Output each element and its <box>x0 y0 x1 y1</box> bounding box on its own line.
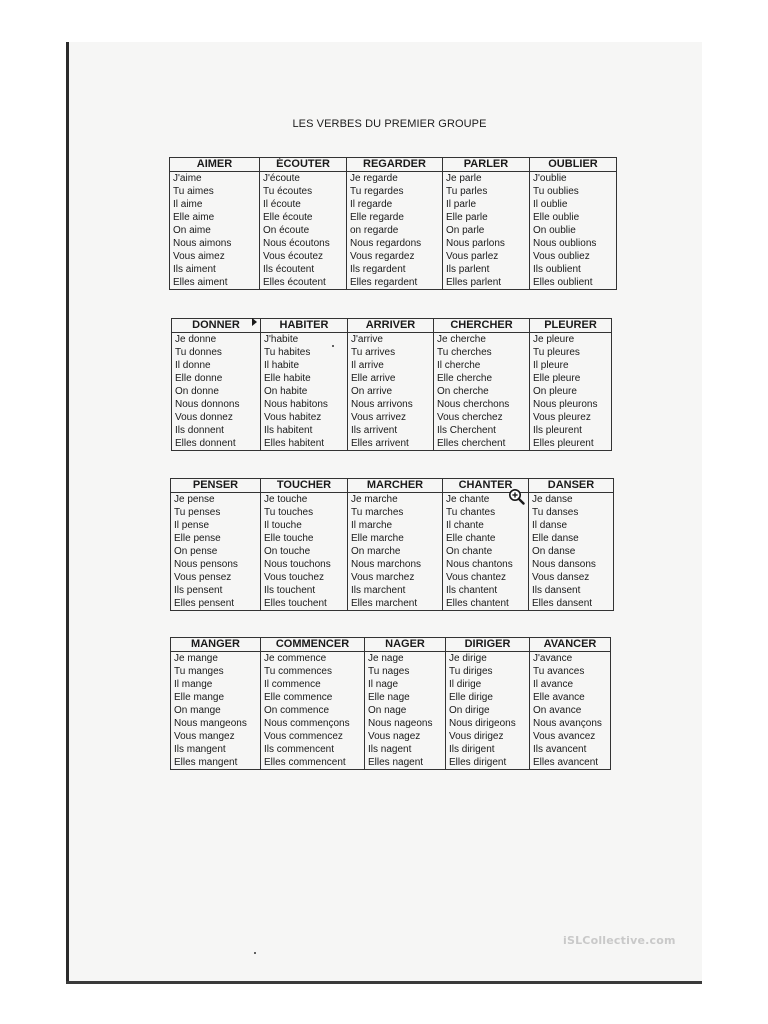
conjugation-row <box>172 437 612 451</box>
conjugation-cell: Elle dirige <box>446 691 530 704</box>
conjugation-cell: Elle regarde <box>347 211 443 224</box>
conjugation-cell: Elles oublient <box>530 276 617 290</box>
conjugation-cell: On donne <box>172 385 261 398</box>
verb-table-header <box>171 479 614 493</box>
conjugation-cell: On avance <box>530 704 611 717</box>
conjugation-cell: Ils pleurent <box>530 424 612 437</box>
conjugation-row <box>171 571 614 584</box>
conjugation-body <box>172 333 612 451</box>
conjugation-cell: Ils parlent <box>443 263 530 276</box>
conjugation-row <box>171 545 614 558</box>
conjugation-row <box>170 250 617 263</box>
conjugation-cell: On pleure <box>530 385 612 398</box>
verb-header: DIRIGER <box>446 638 530 652</box>
conjugation-cell: Je marche <box>348 493 443 507</box>
verb-table-header <box>171 638 611 652</box>
verb-header: DONNER <box>172 319 261 333</box>
conjugation-cell: Il écoute <box>260 198 347 211</box>
conjugation-cell: Il danse <box>529 519 614 532</box>
verb-header: TOUCHER <box>261 479 348 493</box>
conjugation-row <box>171 584 614 597</box>
conjugation-cell: On touche <box>261 545 348 558</box>
conjugation-cell: Tu pleures <box>530 346 612 359</box>
conjugation-cell: Il marche <box>348 519 443 532</box>
conjugation-row <box>171 704 611 717</box>
conjugation-cell: Vous cherchez <box>434 411 530 424</box>
conjugation-cell: Vous marchez <box>348 571 443 584</box>
conjugation-cell: Tu diriges <box>446 665 530 678</box>
conjugation-row <box>170 172 617 186</box>
conjugation-row <box>172 359 612 372</box>
verb-header: MANGER <box>171 638 261 652</box>
conjugation-cell: Elle nage <box>365 691 446 704</box>
conjugation-cell: Il parle <box>443 198 530 211</box>
conjugation-cell: Nous pleurons <box>530 398 612 411</box>
verb-header: PARLER <box>443 158 530 172</box>
conjugation-cell: Elle mange <box>171 691 261 704</box>
conjugation-row <box>171 691 611 704</box>
conjugation-cell: Vous dirigez <box>446 730 530 743</box>
conjugation-body <box>171 493 614 611</box>
conjugation-cell: Elle avance <box>530 691 611 704</box>
conjugation-cell: Elles chantent <box>443 597 529 611</box>
conjugation-cell: Nous marchons <box>348 558 443 571</box>
conjugation-body <box>170 172 617 290</box>
conjugation-cell: Ils habitent <box>261 424 348 437</box>
conjugation-cell: Elles cherchent <box>434 437 530 451</box>
conjugation-row <box>172 346 612 359</box>
conjugation-cell: Nous parlons <box>443 237 530 250</box>
verb-table-3 <box>170 478 614 611</box>
verb-header: DANSER <box>529 479 614 493</box>
conjugation-cell: On danse <box>529 545 614 558</box>
conjugation-cell: Vous touchez <box>261 571 348 584</box>
conjugation-cell: Elles arrivent <box>348 437 434 451</box>
conjugation-cell: Elles parlent <box>443 276 530 290</box>
conjugation-cell: Nous mangeons <box>171 717 261 730</box>
conjugation-cell: Nous regardons <box>347 237 443 250</box>
conjugation-cell: On dirige <box>446 704 530 717</box>
conjugation-cell: J'aime <box>170 172 260 186</box>
conjugation-cell: Je donne <box>172 333 261 347</box>
conjugation-row <box>171 493 614 507</box>
conjugation-cell: Vous mangez <box>171 730 261 743</box>
conjugation-cell: Je pense <box>171 493 261 507</box>
conjugation-cell: Il pense <box>171 519 261 532</box>
conjugation-cell: Elle oublie <box>530 211 617 224</box>
conjugation-cell: Je parle <box>443 172 530 186</box>
conjugation-cell: Il cherche <box>434 359 530 372</box>
conjugation-cell: Je nage <box>365 652 446 666</box>
conjugation-row <box>171 756 611 770</box>
conjugation-cell: Ils mangent <box>171 743 261 756</box>
conjugation-cell: Il chante <box>443 519 529 532</box>
verb-header: ARRIVER <box>348 319 434 333</box>
conjugation-cell: Elle chante <box>443 532 529 545</box>
conjugation-cell: Je cherche <box>434 333 530 347</box>
conjugation-cell: Nous donnons <box>172 398 261 411</box>
conjugation-row <box>171 532 614 545</box>
conjugation-row <box>170 237 617 250</box>
conjugation-cell: Nous touchons <box>261 558 348 571</box>
conjugation-cell: Il habite <box>261 359 348 372</box>
conjugation-cell: Elle pleure <box>530 372 612 385</box>
conjugation-cell: Nous avançons <box>530 717 611 730</box>
verb-table-4 <box>170 637 611 770</box>
conjugation-cell: J'habite <box>261 333 348 347</box>
mouse-pointer-icon <box>252 318 258 326</box>
conjugation-cell: Tu marches <box>348 506 443 519</box>
conjugation-cell: Elles dirigent <box>446 756 530 770</box>
verb-header: OUBLIER <box>530 158 617 172</box>
conjugation-cell: Ils oublient <box>530 263 617 276</box>
conjugation-cell: Tu commences <box>261 665 365 678</box>
conjugation-cell: Tu habites <box>261 346 348 359</box>
conjugation-cell: Ils chantent <box>443 584 529 597</box>
conjugation-cell: Tu avances <box>530 665 611 678</box>
conjugation-cell: On écoute <box>260 224 347 237</box>
verb-header: ÉCOUTER <box>260 158 347 172</box>
conjugation-cell: Nous commençons <box>261 717 365 730</box>
verb-table-header <box>172 319 612 333</box>
conjugation-cell: Je touche <box>261 493 348 507</box>
conjugation-cell: On commence <box>261 704 365 717</box>
conjugation-cell: Tu cherches <box>434 346 530 359</box>
verb-header: AVANCER <box>530 638 611 652</box>
conjugation-row <box>172 333 612 347</box>
conjugation-cell: Elle commence <box>261 691 365 704</box>
conjugation-cell: Ils nagent <box>365 743 446 756</box>
conjugation-row <box>171 730 611 743</box>
conjugation-cell: Il touche <box>261 519 348 532</box>
conjugation-cell: Elles donnent <box>172 437 261 451</box>
conjugation-cell: Je danse <box>529 493 614 507</box>
conjugation-body <box>171 652 611 770</box>
conjugation-cell: Ils Cherchent <box>434 424 530 437</box>
verb-header: AIMER <box>170 158 260 172</box>
conjugation-cell: Elles avancent <box>530 756 611 770</box>
verb-header: PENSER <box>171 479 261 493</box>
verb-header: CHERCHER <box>434 319 530 333</box>
conjugation-cell: Vous oubliez <box>530 250 617 263</box>
conjugation-cell: Ils aiment <box>170 263 260 276</box>
verb-table-header <box>170 158 617 172</box>
conjugation-row <box>171 506 614 519</box>
conjugation-cell: Elles écoutent <box>260 276 347 290</box>
conjugation-cell: Elles aiment <box>170 276 260 290</box>
conjugation-cell: Elle donne <box>172 372 261 385</box>
conjugation-cell: Vous avancez <box>530 730 611 743</box>
speck-mark <box>332 345 334 347</box>
conjugation-row <box>172 385 612 398</box>
conjugation-cell: Ils commencent <box>261 743 365 756</box>
conjugation-cell: Je commence <box>261 652 365 666</box>
conjugation-cell: on regarde <box>347 224 443 237</box>
conjugation-row <box>171 597 614 611</box>
verb-header: COMMENCER <box>261 638 365 652</box>
conjugation-row <box>170 211 617 224</box>
document-page <box>66 42 702 984</box>
conjugation-cell: Je regarde <box>347 172 443 186</box>
conjugation-row <box>172 424 612 437</box>
conjugation-cell: On aime <box>170 224 260 237</box>
verb-header: NAGER <box>365 638 446 652</box>
conjugation-cell: Vous arrivez <box>348 411 434 424</box>
conjugation-cell: Elle arrive <box>348 372 434 385</box>
conjugation-cell: Nous dirigeons <box>446 717 530 730</box>
conjugation-cell: On chante <box>443 545 529 558</box>
conjugation-cell: Elles commencent <box>261 756 365 770</box>
conjugation-cell: Je dirige <box>446 652 530 666</box>
conjugation-cell: Tu manges <box>171 665 261 678</box>
conjugation-cell: Il commence <box>261 678 365 691</box>
conjugation-cell: Nous arrivons <box>348 398 434 411</box>
conjugation-cell: Je pleure <box>530 333 612 347</box>
conjugation-row <box>171 665 611 678</box>
conjugation-cell: Il dirige <box>446 678 530 691</box>
conjugation-cell: J'avance <box>530 652 611 666</box>
conjugation-cell: Vous donnez <box>172 411 261 424</box>
conjugation-cell: On marche <box>348 545 443 558</box>
conjugation-cell: Vous aimez <box>170 250 260 263</box>
conjugation-cell: Tu écoutes <box>260 185 347 198</box>
conjugation-cell: Ils regardent <box>347 263 443 276</box>
conjugation-cell: Nous aimons <box>170 237 260 250</box>
conjugation-cell: Ils avancent <box>530 743 611 756</box>
conjugation-cell: Ils arrivent <box>348 424 434 437</box>
conjugation-cell: Il oublie <box>530 198 617 211</box>
conjugation-cell: Elles pleurent <box>530 437 612 451</box>
conjugation-cell: Nous nageons <box>365 717 446 730</box>
conjugation-cell: Tu penses <box>171 506 261 519</box>
conjugation-cell: Vous pensez <box>171 571 261 584</box>
conjugation-cell: Vous dansez <box>529 571 614 584</box>
conjugation-row <box>171 652 611 666</box>
verb-header: CHANTER <box>443 479 529 493</box>
conjugation-cell: Vous habitez <box>261 411 348 424</box>
conjugation-cell: Elle parle <box>443 211 530 224</box>
conjugation-row <box>172 398 612 411</box>
conjugation-cell: J'écoute <box>260 172 347 186</box>
conjugation-cell: Tu regardes <box>347 185 443 198</box>
conjugation-cell: On cherche <box>434 385 530 398</box>
conjugation-cell: Elle aime <box>170 211 260 224</box>
conjugation-cell: Vous pleurez <box>530 411 612 424</box>
conjugation-cell: Tu parles <box>443 185 530 198</box>
verb-table-2 <box>171 318 612 451</box>
conjugation-cell: Il donne <box>172 359 261 372</box>
conjugation-cell: Il mange <box>171 678 261 691</box>
conjugation-cell: Il pleure <box>530 359 612 372</box>
conjugation-cell: Ils dirigent <box>446 743 530 756</box>
conjugation-cell: Vous regardez <box>347 250 443 263</box>
conjugation-cell: Elle marche <box>348 532 443 545</box>
watermark: iSLCollective.com <box>563 934 676 947</box>
conjugation-cell: Nous pensons <box>171 558 261 571</box>
conjugation-row <box>172 372 612 385</box>
conjugation-cell: Elles pensent <box>171 597 261 611</box>
conjugation-cell: Tu oublies <box>530 185 617 198</box>
conjugation-row <box>171 743 611 756</box>
conjugation-row <box>170 224 617 237</box>
conjugation-cell: Ils dansent <box>529 584 614 597</box>
conjugation-cell: Elles touchent <box>261 597 348 611</box>
conjugation-cell: On mange <box>171 704 261 717</box>
document-title: LES VERBES DU PREMIER GROUPE <box>292 118 487 130</box>
conjugation-cell: Elles mangent <box>171 756 261 770</box>
conjugation-row <box>171 519 614 532</box>
conjugation-cell: Elles nagent <box>365 756 446 770</box>
conjugation-row <box>170 185 617 198</box>
conjugation-cell: Je chante <box>443 493 529 507</box>
conjugation-cell: On habite <box>261 385 348 398</box>
conjugation-cell: Nous chantons <box>443 558 529 571</box>
conjugation-cell: Je mange <box>171 652 261 666</box>
verb-header: HABITER <box>261 319 348 333</box>
conjugation-cell: Vous chantez <box>443 571 529 584</box>
conjugation-cell: J'oublie <box>530 172 617 186</box>
conjugation-row <box>170 263 617 276</box>
conjugation-cell: Elles habitent <box>261 437 348 451</box>
conjugation-cell: Elle pense <box>171 532 261 545</box>
speck-mark <box>254 952 256 954</box>
conjugation-cell: Vous parlez <box>443 250 530 263</box>
conjugation-cell: Nous oublions <box>530 237 617 250</box>
conjugation-cell: On parle <box>443 224 530 237</box>
conjugation-cell: Tu arrives <box>348 346 434 359</box>
conjugation-row <box>171 558 614 571</box>
conjugation-cell: On nage <box>365 704 446 717</box>
conjugation-cell: Elle écoute <box>260 211 347 224</box>
verb-header: REGARDER <box>347 158 443 172</box>
conjugation-cell: J'arrive <box>348 333 434 347</box>
conjugation-cell: Tu aimes <box>170 185 260 198</box>
conjugation-cell: Vous commencez <box>261 730 365 743</box>
conjugation-cell: Elle touche <box>261 532 348 545</box>
zoom-in-magnifier-icon[interactable] <box>508 488 525 505</box>
verb-header: MARCHER <box>348 479 443 493</box>
conjugation-row <box>171 678 611 691</box>
conjugation-row <box>172 411 612 424</box>
conjugation-cell: On pense <box>171 545 261 558</box>
conjugation-cell: Elle cherche <box>434 372 530 385</box>
conjugation-cell: Tu touches <box>261 506 348 519</box>
conjugation-cell: Ils donnent <box>172 424 261 437</box>
conjugation-cell: Nous cherchons <box>434 398 530 411</box>
conjugation-cell: Nous habitons <box>261 398 348 411</box>
conjugation-row <box>170 276 617 290</box>
verb-header: PLEURER <box>530 319 612 333</box>
verb-table-1 <box>169 157 617 290</box>
conjugation-cell: On arrive <box>348 385 434 398</box>
conjugation-row <box>171 717 611 730</box>
conjugation-cell: Ils écoutent <box>260 263 347 276</box>
page-bottom-edge <box>66 981 702 984</box>
conjugation-cell: Tu chantes <box>443 506 529 519</box>
conjugation-cell: Nous écoutons <box>260 237 347 250</box>
conjugation-cell: On oublie <box>530 224 617 237</box>
conjugation-cell: Il aime <box>170 198 260 211</box>
conjugation-cell: Ils touchent <box>261 584 348 597</box>
conjugation-cell: Nous dansons <box>529 558 614 571</box>
conjugation-cell: Tu nages <box>365 665 446 678</box>
conjugation-cell: Elle danse <box>529 532 614 545</box>
conjugation-cell: Tu danses <box>529 506 614 519</box>
conjugation-cell: Tu donnes <box>172 346 261 359</box>
conjugation-cell: Ils marchent <box>348 584 443 597</box>
conjugation-cell: Il arrive <box>348 359 434 372</box>
conjugation-row <box>170 198 617 211</box>
conjugation-cell: Elles regardent <box>347 276 443 290</box>
conjugation-cell: Vous nagez <box>365 730 446 743</box>
conjugation-cell: Elle habite <box>261 372 348 385</box>
conjugation-cell: Vous écoutez <box>260 250 347 263</box>
conjugation-cell: Il regarde <box>347 198 443 211</box>
conjugation-cell: Il nage <box>365 678 446 691</box>
conjugation-cell: Elles dansent <box>529 597 614 611</box>
conjugation-cell: Il avance <box>530 678 611 691</box>
conjugation-cell: Ils pensent <box>171 584 261 597</box>
conjugation-cell: Elles marchent <box>348 597 443 611</box>
